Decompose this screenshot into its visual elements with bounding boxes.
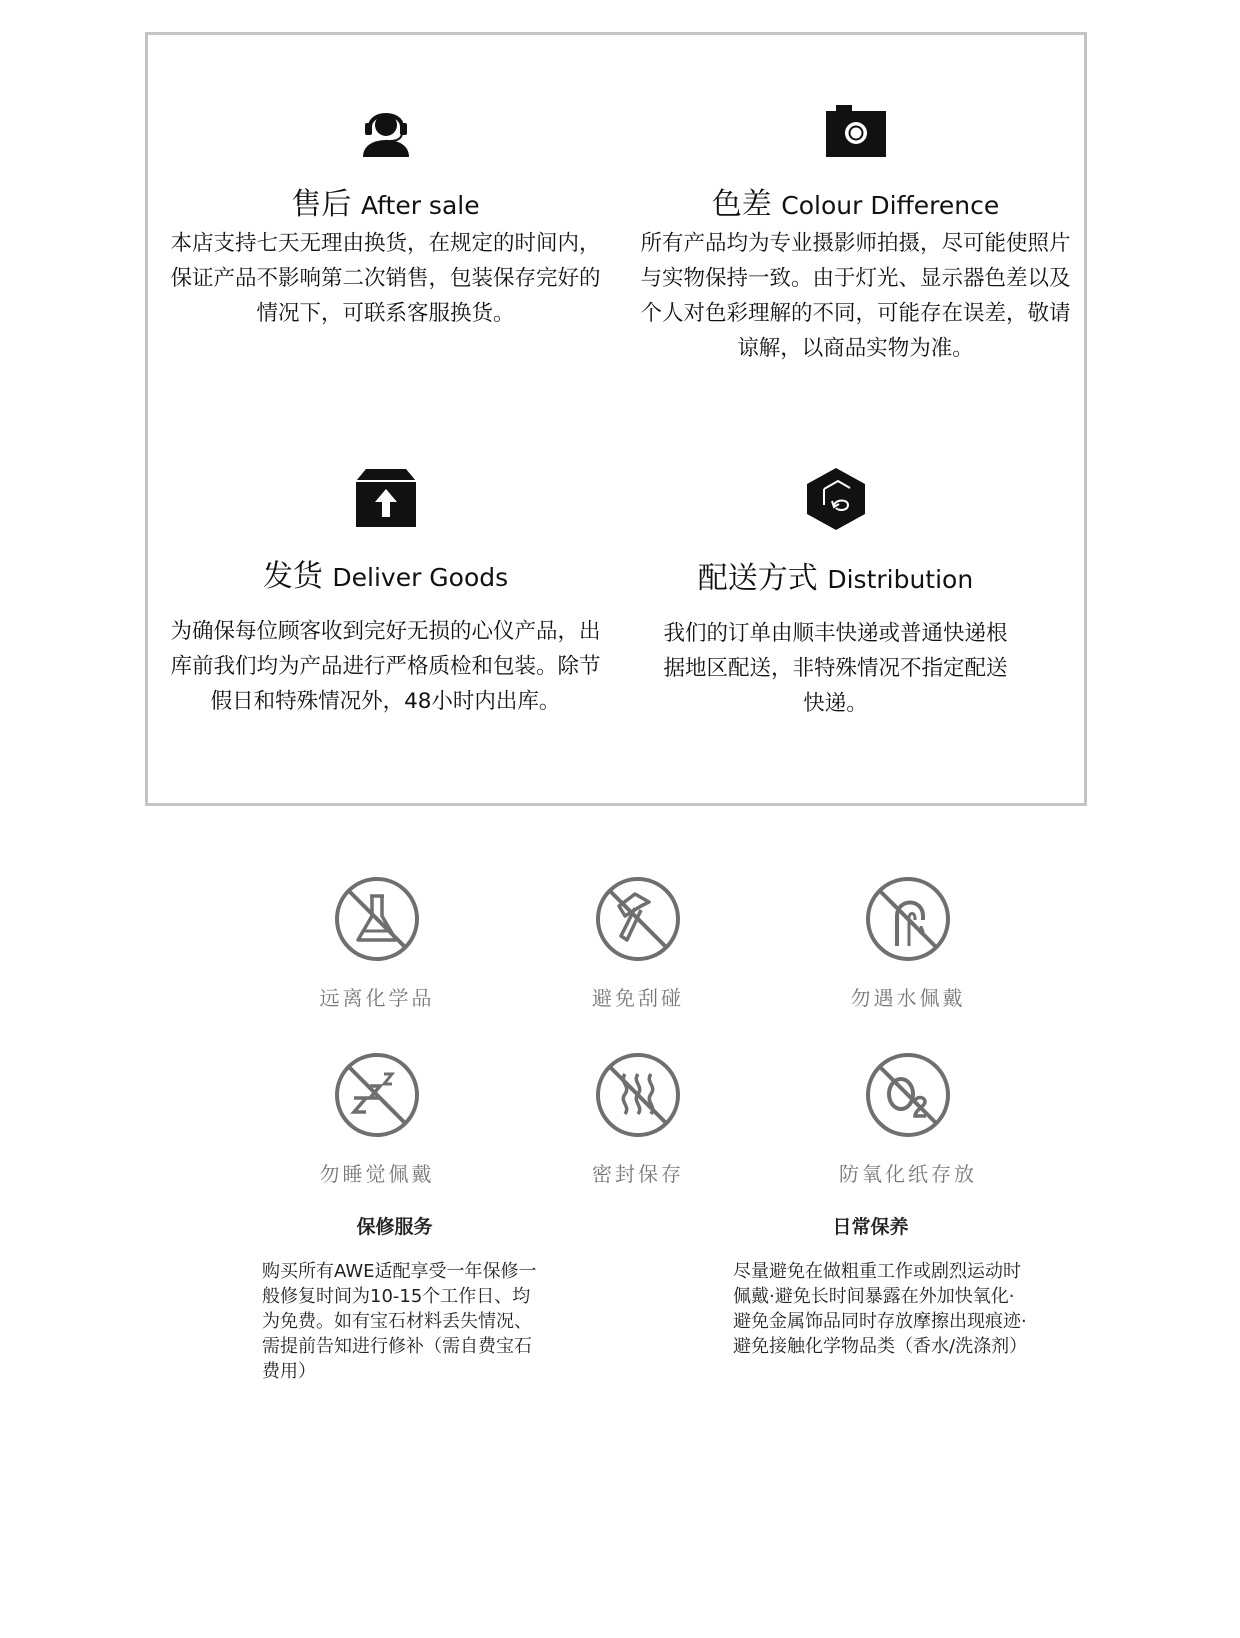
warranty-text: 购买所有AWE适配享受一年保修一般修复时间为10-15个工作日、均为免费。如有宝石材料丢失情况、需提前告知进行修补（需自费宝石费用） [262, 1261, 537, 1382]
service-panel [145, 32, 1087, 806]
maintenance-text: 尽量避免在做粗重工作或剧烈运动时佩戴·避免长时间暴露在外加快氧化·避免金属饰品同时存放摩擦出现痕迹·避免接触化学物品类（香水/洗涤剂） [733, 1261, 1028, 1357]
care-item-no-sleep [267, 1052, 487, 1187]
service-after-sale [168, 105, 603, 331]
service-text: 我们的订单由顺丰快递或普通快递根据地区配送，非特殊情况不指定配送快递。 [663, 621, 1008, 716]
customer-service-icon [358, 105, 414, 157]
care-label: 远离化学品 [319, 986, 435, 1010]
care-item-no-scratch [528, 876, 748, 1011]
care-label: 避免刮碰 [592, 986, 684, 1010]
box-upload-icon [354, 467, 418, 529]
service-title: 售后 After sale [291, 187, 480, 222]
service-title: 发货 Deliver Goods [262, 559, 509, 594]
service-colour-difference [638, 105, 1073, 366]
care-label: 密封保存 [592, 1162, 684, 1186]
warranty-title: 保修服务 [356, 1216, 433, 1238]
service-text: 本店支持七天无理由换货，在规定的时间内，保证产品不影响第二次销售，包装保存完好的情况下，可联系客服换货。 [170, 231, 601, 326]
service-title: 配送方式 Distribution [697, 561, 974, 596]
camera-icon [824, 105, 888, 157]
service-distribution [658, 467, 1013, 721]
no-hammer-icon [595, 876, 681, 962]
maintenance-section [733, 1212, 1028, 1359]
service-text: 所有产品均为专业摄影师拍摄，尽可能使照片与实物保持一致。由于灯光、显示器色差以及个人对色彩理解的不同，可能存在误差，敬请谅解，以商品实物为准。 [640, 231, 1071, 361]
service-text: 为确保每位顾客收到完好无损的心仪产品，出库前我们均为产品进行严格质检和包装。除节假日和特殊情况外，48小时内出库。 [170, 619, 601, 714]
maintenance-title: 日常保养 [832, 1216, 909, 1238]
no-sleep-icon [334, 1052, 420, 1138]
care-item-no-chemicals [267, 876, 487, 1011]
care-item-no-water [798, 876, 1018, 1011]
no-oxygen-icon [865, 1052, 951, 1138]
no-heat-icon [595, 1052, 681, 1138]
care-label: 勿睡觉佩戴 [319, 1162, 435, 1186]
service-deliver-goods [168, 467, 603, 719]
no-chemicals-icon [334, 876, 420, 962]
care-label: 防氧化纸存放 [839, 1162, 977, 1186]
package-return-icon [804, 467, 868, 531]
no-water-icon [865, 876, 951, 962]
warranty-section [262, 1212, 547, 1384]
care-item-anti-oxidation [798, 1052, 1018, 1187]
care-item-sealed-storage [528, 1052, 748, 1187]
service-title: 色差 Colour Difference [711, 187, 1000, 222]
care-label: 勿遇水佩戴 [850, 986, 966, 1010]
